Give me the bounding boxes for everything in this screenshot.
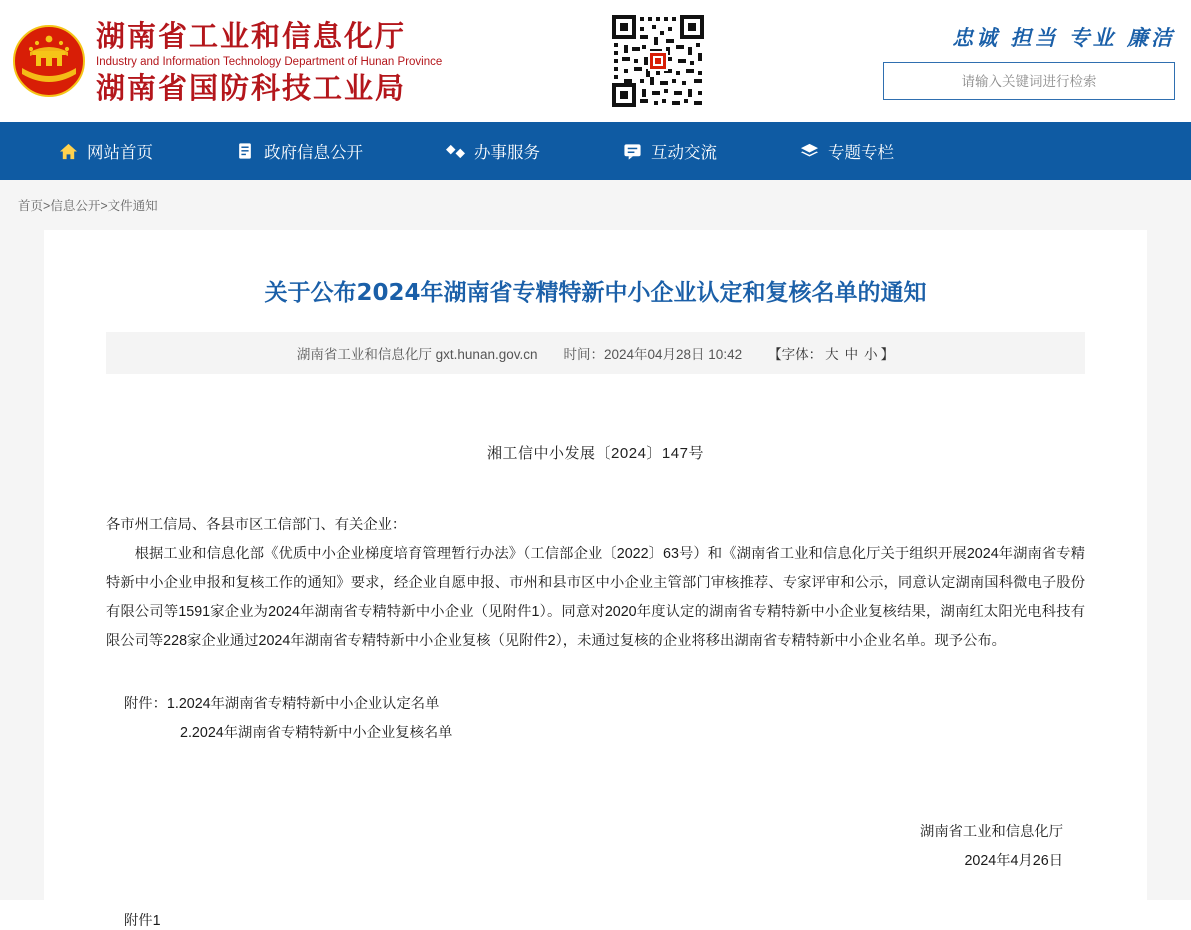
breadcrumb-item-home[interactable]: 首页: [18, 199, 44, 213]
breadcrumb-item-info[interactable]: 信息公开: [50, 199, 101, 213]
article-time-label: 时间：: [563, 347, 604, 362]
org-title-secondary: 湖南省国防科技工业局: [96, 71, 407, 105]
search-box[interactable]: [883, 62, 1175, 100]
nav-item-label: 互动交流: [651, 144, 717, 162]
nav-item-government-info[interactable]: [235, 139, 363, 163]
article-time: [563, 343, 742, 363]
attachment-link-2[interactable]: 2.2024年湖南省专精特新中小企业复核名单: [180, 725, 453, 741]
site-header: [0, 0, 1191, 122]
breadcrumb-bar: [0, 180, 1191, 230]
org-title-primary: 湖南省工业和信息化厅: [96, 19, 407, 53]
article-paragraph: 根据工业和信息化部《优质中小企业梯度培育管理暂行办法》（工信部企业〔2022〕63号）和《湖南省工业和信息化厅关于组织开展2024年湖南省专精特新中小企业申报和复核工作的通知》要求，经企业自愿申报、市州和县市区中小企业主管部门审核推荐、专家评审和公示，同意认定湖南国科微电子股份有限公司等1591家企业为2024年湖南省专精特新中小企业（见附件1）。同意对2020年度认定的湖南省专精特新中小企业复核结果，湖南红太阳光电科技有限公司等228家企业通过2024年湖南省专精特新中小企业复核（见附件2），未通过复核的企业将移出湖南省专精特新中小企业名单。现予公布。: [106, 546, 1085, 649]
main-navigation: [0, 122, 1191, 180]
nav-item-label: 政府信息公开: [264, 144, 363, 162]
home-icon: [58, 141, 78, 161]
search-input[interactable]: [884, 63, 1174, 99]
article-salutation: 各市州工信局、各县市区工信部门、有关企业：: [106, 517, 407, 533]
nav-item-label: 网站首页: [87, 144, 153, 162]
nav-item-services[interactable]: [445, 139, 540, 163]
nav-item-home[interactable]: [58, 139, 153, 163]
layers-icon: [799, 141, 819, 161]
signature-organization: 湖南省工业和信息化厅: [920, 824, 1063, 840]
page-background: [0, 230, 1191, 929]
national-emblem-icon: [10, 22, 88, 100]
org-title-english: Industry and Information Technology Department of Hunan Province: [96, 56, 443, 68]
attachment-section-title: 附件1: [124, 913, 161, 929]
font-size-controls: [768, 343, 894, 363]
article-body: [106, 511, 1085, 656]
nav-item-label: 办事服务: [474, 144, 540, 162]
attachments-label: 附件：: [124, 696, 167, 712]
nav-item-interaction[interactable]: [622, 139, 717, 163]
font-size-label-end: 】: [880, 347, 895, 362]
attachment-row-2: [124, 719, 1085, 748]
font-size-medium[interactable]: 中: [844, 347, 859, 362]
breadcrumb-separator: >: [100, 199, 108, 213]
article-signature: [106, 818, 1085, 876]
document-number: 湘工信中小发展〔2024〕147号: [487, 445, 704, 462]
attachment-row-1: [124, 690, 1085, 719]
article-source: 湖南省工业和信息化厅 gxt.hunan.gov.cn: [296, 347, 538, 362]
attachment-link-1[interactable]: 1.2024年湖南省专精特新中小企业认定名单: [166, 696, 440, 712]
breadcrumb-separator: >: [43, 199, 51, 213]
page-title: 关于公布2024年湖南省专精特新中小企业认定和复核名单的通知: [264, 280, 927, 306]
signature-date: 2024年4月26日: [964, 853, 1063, 869]
chat-icon: [622, 141, 642, 161]
font-size-large[interactable]: 大: [825, 347, 839, 362]
article-time-value: 2024年04月28日 10:42: [603, 347, 743, 362]
site-slogan: 忠诚 担当 专业 廉洁: [952, 26, 1175, 50]
font-size-small[interactable]: 小: [864, 347, 878, 362]
breadcrumb: [0, 196, 158, 214]
font-size-label: 【字体：: [768, 347, 823, 362]
nav-item-label: 专题专栏: [828, 144, 894, 162]
diamond-icon: [445, 141, 465, 161]
header-right-block: [883, 22, 1175, 100]
qr-code-icon: [610, 13, 706, 109]
site-title-block: [96, 17, 442, 105]
nav-item-special-columns[interactable]: [799, 139, 894, 163]
article-meta-bar: [106, 332, 1085, 374]
article-container: [44, 230, 1147, 930]
document-icon: [235, 141, 255, 161]
attachment-list: [106, 690, 1085, 748]
breadcrumb-item-notice[interactable]: 文件通知: [107, 199, 158, 213]
